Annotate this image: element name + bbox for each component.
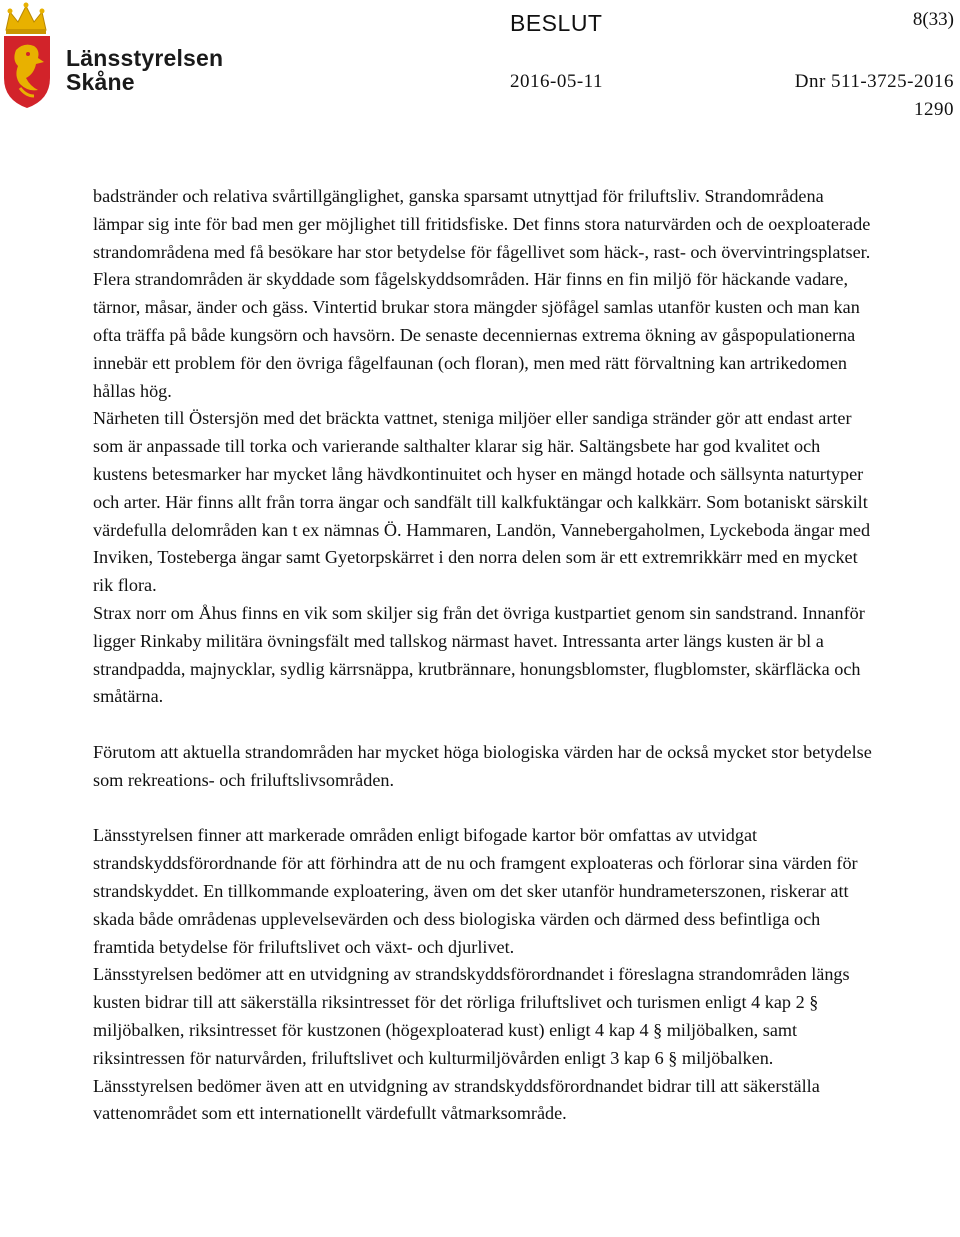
coat-of-arms-icon [0,0,62,110]
lansstyrelsen-logo [0,0,224,110]
paragraph-national-interest: Länsstyrelsen bedömer att en utvidgning av strandskyddsförordnandet i föreslagna strandområden längs kusten bidrar till att säkerställa riksintresset för det rörliga friluftslivet och turismen enligt 4 kap 2 § miljöbalken, riksintresset för kustzonen (högexploaterad kust) enligt 4 kap 4 § miljöbalken, samt riksintressen för naturvården, friluftslivet och kulturmiljövården enligt 3 kap 6 § miljöbalken. [93,964,850,1068]
logo-name-line1: Länsstyrelsen [66,45,224,71]
paragraph-ahus: Strax norr om Åhus finns en vik som skiljer sig från det övriga kustpartiet genom sin sandstrand. Innanför ligger Rinkaby militära övningsfält med tallskog närmast havet. Intressanta arter längs kusten är bl a strandpadda, majnycklar, sydlig kärrsnäppa, krutbrännare, honungsblomster, flugblomster, skärfläcka och småtärna. [93,602,865,707]
document-type: BESLUT [510,10,603,36]
paragraph-spacer [93,711,873,739]
document-body [93,183,873,1128]
document-date: 2016-05-11 [510,71,603,92]
paragraph-flora: Närheten till Östersjön med det bräckta vattnet, steniga miljöer eller sandiga stränder gör att endast arter som är anpassade till torka och varierande salthalter klarar sig här. Saltängsbete har god kvalitet och kustens betesmarker har mycket lång hävdkontinuitet och hyser en mängd hotade och sällsynta naturtyper och arter. Här finns allt från torra ängar och sandfält till kalkfuktängar och kalkkärr. Som botaniskt särskilt värdefulla delområden kan t ex nämnas Ö. Hammaren, Landön, Vannebergaholmen, Lyckeboda ängar med Inviken, Tosteberga ängar samt Gyetorpskärret i den norra delen som är ett extremrikkärr med en mycket rik flora. [93,408,871,596]
paragraph-wetland: Länsstyrelsen bedömer även att en utvidgning av strandskyddsförordnandet bidrar till att säkerställa vattenområdet som ett internationellt värdefullt våtmarksområde. [93,1075,820,1124]
page-number: 8(33) [912,9,954,30]
reference-number: 1290 [914,99,954,120]
paragraph-assessment: Länsstyrelsen finner att markerade områden enligt bifogade kartor bör omfattas av utvidgat strandskyddsförordnande för att förhindra att de nu och framgent exploateras och förlorar sina värden för strandskyddet. En tillkommande exploatering, även om det sker utanför hundrameterszonen, riskerar att skada både områdenas upplevelsevärden och dess biologiska värden och därmed dess befintliga och framtida betydelse för friluftslivet och växt- och djurlivet. [93,825,858,957]
diary-number: Dnr 511-3725-2016 [794,71,954,92]
logo-name-line2: Skåne [66,69,135,95]
paragraph-recreation: Förutom att aktuella strandområden har mycket höga biologiska värden har de också mycket stor betydelse som rekreations- och friluftslivsområden. [93,741,872,790]
paragraph-spacer [93,795,873,823]
paragraph-birdlife: badstränder och relativa svårtillgänglighet, ganska sparsamt utnyttjad för friluftsliv. Strandområdena lämpar sig inte för bad men ger möjlighet till fritidsfiske. Det finns stora naturvärden och de oexploaterade strandområdena med få besökare har stor betydelse för fågellivet som häck-, rast- och övervintringsplatser. Flera strandområden är skyddade som fågelskyddsområden. Här finns en fin miljö för häckande vadare, tärnor, måsar, änder och gäss. Vintertid brukar stora mängder sjöfågel samlas utanför kusten och man kan ofta träffa på både kungsörn och havsörn. De senaste decenniernas extrema ökning av gåspopulationerna innebär ett problem för den övriga fågelfaunan (och floran), men med rätt förvaltning kan artrikedomen hållas hög. [93,186,871,401]
